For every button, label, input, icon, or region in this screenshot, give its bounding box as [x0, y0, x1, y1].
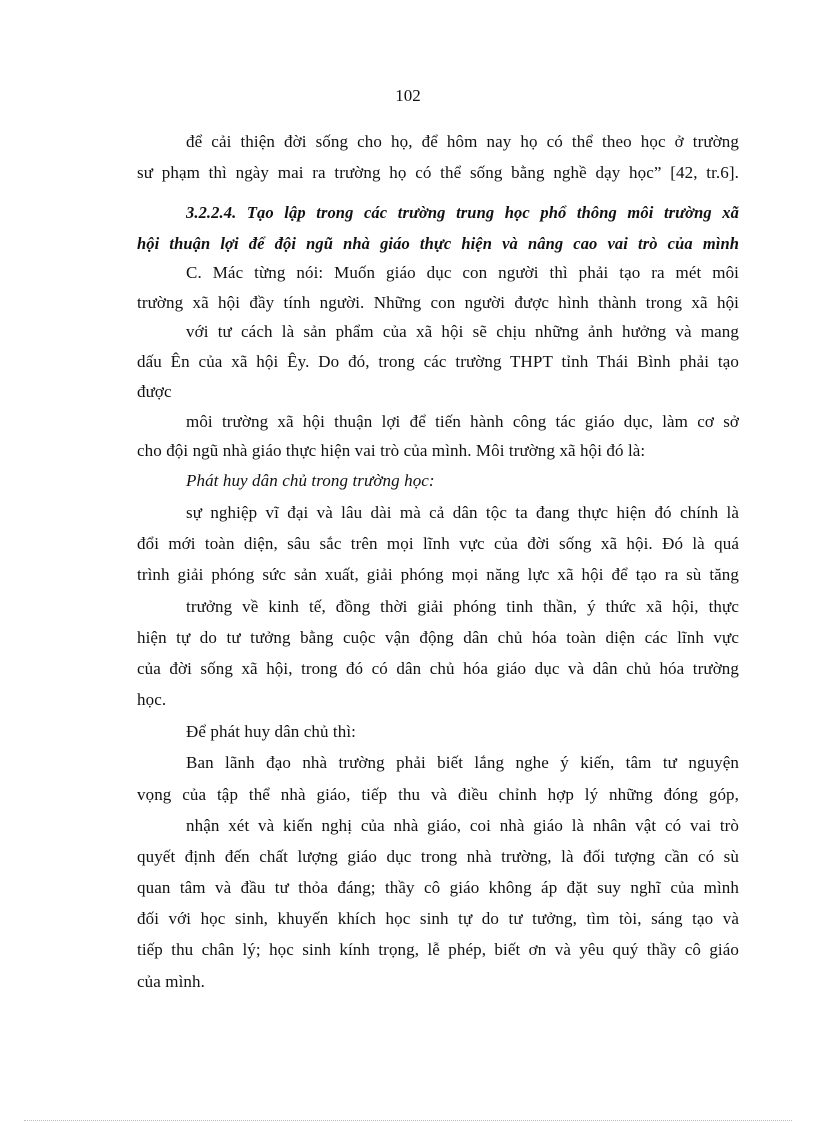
- text-line-26: đối với học sinh, khuyến khích học sinh tự do tư tưởng, tìm tòi, sáng tạo và: [137, 909, 739, 928]
- text-line-14: đổi mới toàn diện, sâu sắc trên mọi lĩnh vực của đời sống xã hội. Đó là quá: [137, 534, 739, 553]
- text-line-9: được: [137, 382, 172, 401]
- text-line-10: môi trường xã hội thuận lợi để tiến hành công tác giáo dục, làm cơ sở: [186, 412, 739, 431]
- text-line-20: Để phát huy dân chủ thì:: [186, 722, 357, 741]
- text-line-28: của mình.: [137, 972, 205, 991]
- text-line-13: sự nghiệp vĩ đại và lâu dài mà cả dân tộc ta đang thực hiện đó chính là: [186, 503, 739, 522]
- text-line-19: học.: [137, 690, 167, 709]
- section-heading-line-2: hội thuận lợi để đội ngũ nhà giáo thực hiện và nâng cao vai trò của mình: [137, 234, 739, 253]
- text-line-18: của đời sống xã hội, trong đó có dân chủ hóa giáo dục và dân chủ hóa trường: [137, 659, 739, 678]
- text-line-8: dấu Ên của xã hội Êy. Do đó, trong các trường THPT tỉnh Thái Bình phải tạo: [137, 352, 739, 371]
- text-line-27: tiếp thu chân lý; học sinh kính trọng, lễ phép, biết ơn và yêu quý thầy cô giáo: [137, 940, 739, 959]
- text-line-7: với tư cách là sản phẩm của xã hội sẽ chịu những ảnh hưởng và mang: [186, 322, 739, 341]
- text-line-2: sư phạm thì ngày mai ra trường họ có thể sống bằng nghề dạy học” [42, tr.6].: [137, 163, 739, 182]
- text-line-25: quan tâm và đầu tư thỏa đáng; thầy cô giáo không áp đặt suy nghĩ của mình: [137, 878, 739, 897]
- text-line-24: quyết định đến chất lượng giáo dục trong nhà trường, là đối tượng cần có sù: [137, 847, 739, 866]
- subheading-democracy: Phát huy dân chủ trong trường học:: [186, 471, 435, 490]
- text-line-16: trưởng về kinh tế, đồng thời giải phóng tinh thần, ý thức xã hội, thực: [186, 597, 739, 616]
- text-line-5: C. Mác từng nói: Muốn giáo dục con người thì phải tạo ra mét môi: [186, 263, 739, 282]
- text-line-6: trường xã hội đầy tính người. Những con người được hình thành trong xã hội: [137, 293, 739, 312]
- text-line-21: Ban lãnh đạo nhà trường phải biết lắng nghe ý kiến, tâm tư nguyện: [186, 753, 739, 772]
- footer-dotted-rule: [24, 1120, 792, 1121]
- section-heading-line-1: 3.2.2.4. Tạo lập trong các trường trung học phổ thông môi trường xã: [186, 203, 739, 222]
- text-line-11: cho đội ngũ nhà giáo thực hiện vai trò của mình. Môi trường xã hội đó là:: [137, 441, 646, 460]
- text-line-17: hiện tự do tư tưởng bằng cuộc vận động dân chủ hóa toàn diện các lĩnh vực: [137, 628, 739, 647]
- text-line-15: trình giải phóng sức sản xuất, giải phóng mọi năng lực xã hội để tạo ra sù tăng: [137, 565, 739, 584]
- text-line-23: nhận xét và kiến nghị của nhà giáo, coi nhà giáo là nhân vật có vai trò: [186, 816, 739, 835]
- text-line-22: vọng của tập thể nhà giáo, tiếp thu và điều chỉnh hợp lý những đóng góp,: [137, 785, 739, 804]
- text-line-1: để cải thiện đời sống cho họ, để hôm nay họ có thể theo học ở trường: [186, 132, 739, 151]
- page-number: 102: [395, 86, 421, 105]
